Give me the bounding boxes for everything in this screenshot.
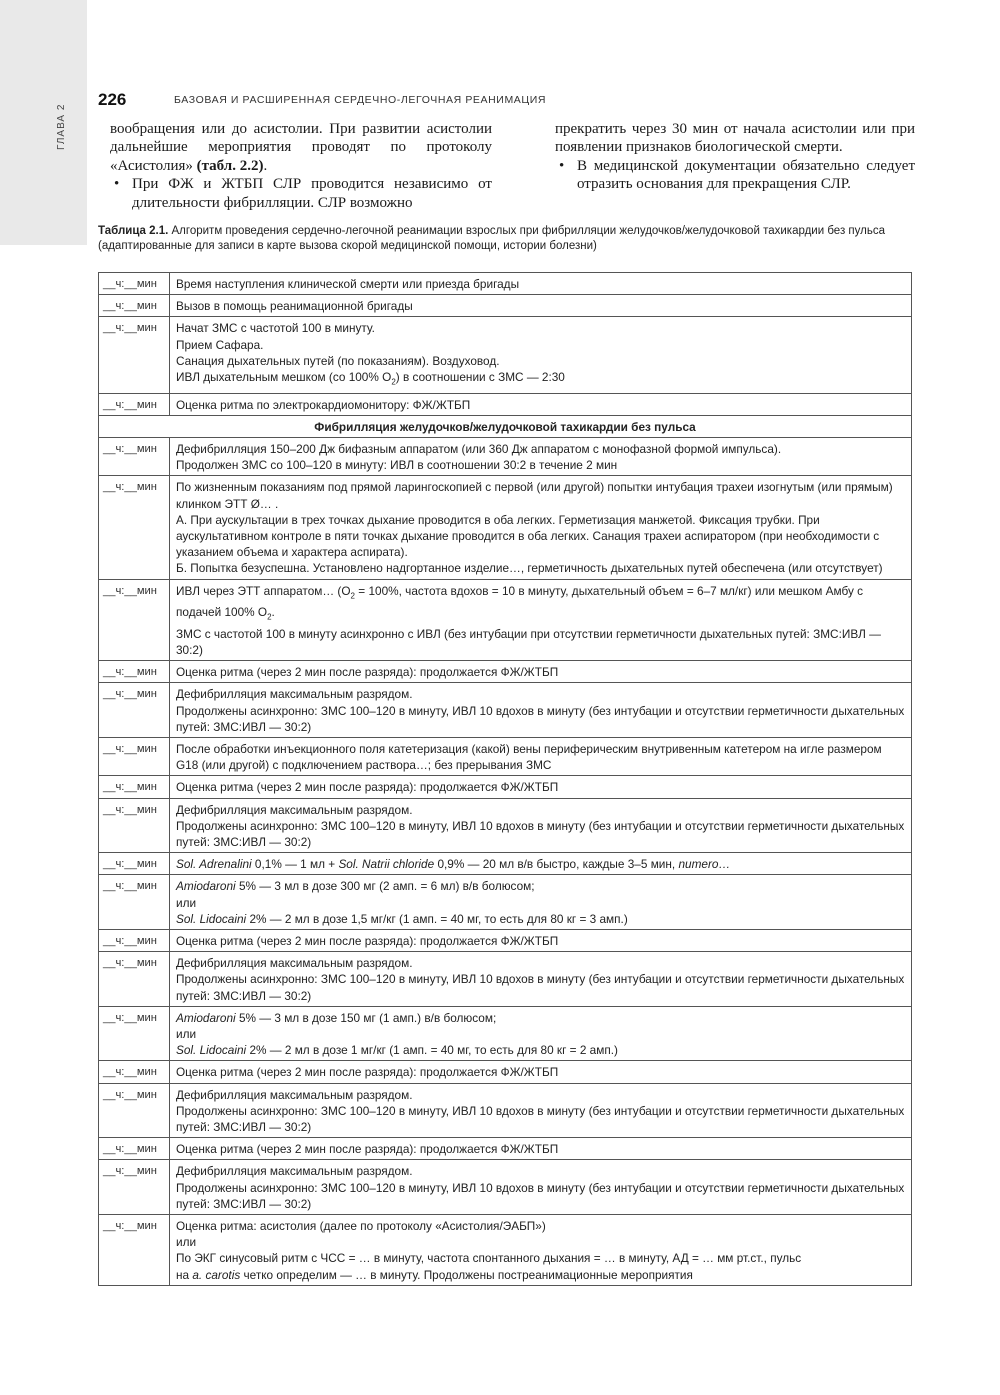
step-line: Продолжен ЗМС со 100–120 в минуту: ИВЛ в соотношении 30:2 в течение 2 мин bbox=[176, 458, 618, 473]
time-cell: __ч:__мин bbox=[99, 929, 170, 951]
time-cell: __ч:__мин bbox=[99, 317, 170, 393]
step-line bbox=[176, 1267, 905, 1283]
table-row bbox=[99, 317, 912, 393]
step-cell: Вызов в помощь реанимационной бригады bbox=[170, 295, 912, 317]
running-title: БАЗОВАЯ И РАСШИРЕННАЯ СЕРДЕЧНО-ЛЕГОЧНАЯ РЕАНИМАЦИЯ bbox=[174, 94, 547, 106]
step-cell: Время наступления клинической смерти или приезда бригады bbox=[170, 273, 912, 295]
step-text: ИВЛ дыхательным мешком (со 100% O bbox=[176, 370, 392, 385]
time-cell: __ч:__мин bbox=[99, 798, 170, 853]
time-cell: __ч:__мин bbox=[99, 683, 170, 738]
step-text: 5% — 3 мл в дозе 150 мг (1 амп.) в/в болюсом; bbox=[235, 1010, 497, 1025]
step-line: Продолжены асинхронно: ЗМС 100–120 в минуту, ИВЛ 10 вдохов в минуту (без интубации и отсутствии герметичности дыхательных путей: ЗМС:ИВЛ — 30:2) bbox=[176, 818, 905, 849]
time-cell: __ч:__мин bbox=[99, 661, 170, 683]
right-column bbox=[555, 120, 915, 194]
right-bullet: • В медицинской документации обязательно следует отразить основания для прекращения СЛР. bbox=[555, 157, 915, 194]
step-line: или bbox=[176, 895, 197, 910]
time-cell: __ч:__мин bbox=[99, 776, 170, 798]
table-row bbox=[99, 853, 912, 875]
step-cell: Оценка ритма (через 2 мин после разряда): продолжается ФЖ/ЖТБП bbox=[170, 1061, 912, 1083]
step-line: или bbox=[176, 1235, 197, 1250]
step-line: Дефибрилляция максимальным разрядом. bbox=[176, 687, 413, 702]
step-cell bbox=[170, 1083, 912, 1138]
table-row bbox=[99, 737, 912, 775]
time-cell: __ч:__мин bbox=[99, 1061, 170, 1083]
time-cell: __ч:__мин bbox=[99, 875, 170, 930]
step-line: Продолжены асинхронно: ЗМС 100–120 в минуту, ИВЛ 10 вдохов в минуту (без интубации и отсутствии герметичности дыхательных путей: ЗМС:ИВЛ — 30:2) bbox=[176, 703, 905, 734]
table-row bbox=[99, 437, 912, 475]
step-text: четко определим — … в минуту. Продолжены постреанимационные мероприятия bbox=[240, 1267, 693, 1282]
step-text: 0,9% — 20 мл в/в быстро, каждые 3–5 мин, bbox=[434, 857, 679, 872]
step-text: на bbox=[176, 1267, 193, 1282]
step-line: А. При аускультации в трех точках дыхание проводится в оба легких. Герметизация манжетой. Фиксация трубки. При аускультативном контроле в пяти точках дыхание проводится в оба легких. Санация трахеи аспиратором (при необходимости с указанием объема и характера аспирата). bbox=[176, 512, 880, 560]
time-cell: __ч:__мин bbox=[99, 952, 170, 1007]
step-line: Дефибрилляция максимальным разрядом. bbox=[176, 802, 413, 817]
step-text: 2% — 2 мл в дозе 1,5 мг/кг (1 амп. = 40 мг, то есть для 80 кг = 3 амп.) bbox=[246, 911, 628, 926]
step-cell bbox=[170, 437, 912, 475]
step-text: 5% — 3 мл в дозе 300 мг (2 амп. = 6 мл) в/в болюсом; bbox=[235, 879, 535, 894]
step-text: . bbox=[271, 605, 275, 620]
table-row bbox=[99, 952, 912, 1007]
section-heading: Фибрилляция желудочков/желудочковой тахикардии без пульса bbox=[99, 415, 912, 437]
step-cell bbox=[170, 1006, 912, 1061]
step-line: или bbox=[176, 1027, 197, 1041]
step-line: Санация дыхательных путей (по показаниям). Воздуховод. bbox=[176, 353, 500, 368]
step-line: Продолжены асинхронно: ЗМС 100–120 в минуту, ИВЛ 10 вдохов в минуту (без интубации и отсутствии герметичности дыхательных путей: ЗМС:ИВЛ — 30:2) bbox=[176, 1103, 905, 1135]
step-text: = 100%, частота вдохов = 10 в минуту, дыхательный объем = 6–7 мл/кг) или мешком Амбу с подачей 100% O bbox=[176, 583, 864, 620]
step-line: Продолжены асинхронно: ЗМС 100–120 в минуту, ИВЛ 10 вдохов в минуту (без интубации и отсутствии герметичности дыхательных путей: ЗМС:ИВЛ — 30:2) bbox=[176, 1180, 905, 1211]
step-cell bbox=[170, 1160, 912, 1215]
left-paragraph-text: вообращения или до асистолии. При развитии асистолии дальнейшие мероприятия проводят по протоколу «Асистолия» bbox=[110, 121, 492, 174]
step-cell bbox=[170, 1215, 912, 1286]
table-row bbox=[99, 661, 912, 683]
drug-name: Sol. Natrii chloride bbox=[338, 857, 435, 872]
step-text: numero… bbox=[678, 857, 731, 872]
step-line: Оценка ритма: асистолия (далее по протоколу «Асистолия/ЭАБП») bbox=[176, 1219, 546, 1234]
table-row bbox=[99, 683, 912, 738]
table-row bbox=[99, 875, 912, 930]
table-section-row bbox=[99, 415, 912, 437]
step-cell bbox=[170, 579, 912, 661]
drug-name: Amiodaroni bbox=[176, 1010, 236, 1025]
step-line: Начат ЗМС с частотой 100 в минуту. bbox=[176, 321, 375, 336]
time-cell: __ч:__мин bbox=[99, 853, 170, 875]
time-cell: __ч:__мин bbox=[99, 273, 170, 295]
step-text: 0,1% — 1 мл + bbox=[251, 857, 339, 872]
time-cell: __ч:__мин bbox=[99, 579, 170, 661]
left-column bbox=[110, 120, 492, 212]
table-row bbox=[99, 776, 912, 798]
drug-name: Sol. Lidocaini bbox=[176, 911, 247, 926]
time-cell: __ч:__мин bbox=[99, 393, 170, 415]
step-cell bbox=[170, 798, 912, 853]
table-row bbox=[99, 1083, 912, 1138]
table-row bbox=[99, 798, 912, 853]
right-paragraph: прекратить через 30 мин от начала асистолии или при появлении признаков биологической смерти. bbox=[555, 121, 915, 156]
step-line bbox=[176, 878, 905, 894]
chapter-side-band bbox=[0, 0, 87, 245]
time-cell: __ч:__мин bbox=[99, 1083, 170, 1138]
step-line bbox=[176, 369, 905, 391]
step-line: ЗМС с частотой 100 в минуту асинхронно с ИВЛ (без интубации при отсутствии герметичности дыхательных путей: ЗМС:ИВЛ — 30:2) bbox=[176, 626, 881, 657]
time-cell: __ч:__мин bbox=[99, 737, 170, 775]
step-text: 2% — 2 мл в дозе 1 мг/кг (1 амп. = 40 мг, то есть для 80 кг = 2 амп.) bbox=[246, 1043, 618, 1058]
step-cell bbox=[170, 683, 912, 738]
step-line: Дефибрилляция максимальным разрядом. bbox=[176, 1087, 413, 1102]
table-row bbox=[99, 273, 912, 295]
drug-name: Sol. Lidocaini bbox=[176, 1043, 247, 1058]
table-row bbox=[99, 1138, 912, 1160]
table-row bbox=[99, 929, 912, 951]
step-line bbox=[176, 1042, 905, 1058]
step-cell: Оценка ритма по электрокардиомонитору: ФЖ/ЖТБП bbox=[170, 393, 912, 415]
left-bullet: • При ФЖ и ЖТБП СЛР проводится независимо от длительности фибрилляции. СЛР возможно bbox=[110, 175, 492, 212]
step-text: ) в соотношении с ЗМС — 2:30 bbox=[395, 370, 565, 385]
algorithm-table bbox=[98, 272, 912, 1286]
page-header bbox=[98, 90, 918, 112]
table-row bbox=[99, 1061, 912, 1083]
table-row bbox=[99, 295, 912, 317]
step-line bbox=[176, 911, 905, 927]
step-cell bbox=[170, 952, 912, 1007]
artery-name: a. carotis bbox=[192, 1267, 241, 1282]
drug-name: Sol. Adrenalini bbox=[176, 857, 252, 872]
left-paragraph bbox=[110, 120, 492, 175]
step-cell: Оценка ритма (через 2 мин после разряда): продолжается ФЖ/ЖТБП bbox=[170, 1138, 912, 1160]
step-line: По ЭКГ синусовый ритм с ЧСС = … в минуту, частота спонтанного дыхания = … в минуту, АД = … мм рт.ст., пульс bbox=[176, 1251, 802, 1266]
step-cell bbox=[170, 317, 912, 393]
left-paragraph-end: . bbox=[263, 157, 268, 174]
step-cell: Оценка ритма (через 2 мин после разряда): продолжается ФЖ/ЖТБП bbox=[170, 929, 912, 951]
table-row bbox=[99, 1160, 912, 1215]
chapter-label: ГЛАВА 2 bbox=[56, 103, 67, 150]
step-cell bbox=[170, 853, 912, 875]
step-line: Б. Попытка безуспешна. Установлено надгортанное изделие…, герметичность дыхательных путей обеспечена (или отсутствует) bbox=[176, 561, 883, 576]
time-cell: __ч:__мин bbox=[99, 1006, 170, 1061]
step-cell bbox=[170, 875, 912, 930]
step-cell: Оценка ритма (через 2 мин после разряда): продолжается ФЖ/ЖТБП bbox=[170, 776, 912, 798]
step-cell: Оценка ритма (через 2 мин после разряда): продолжается ФЖ/ЖТБП bbox=[170, 661, 912, 683]
time-cell: __ч:__мин bbox=[99, 295, 170, 317]
subscript: 2 bbox=[350, 590, 355, 600]
step-cell: После обработки инъекционного поля катетеризация (какой) вены периферическим внутривенным катетером на игле размером G18 (или другой) с подключением раствора…; без прерывания ЗМС bbox=[170, 737, 912, 775]
step-line bbox=[176, 1010, 905, 1026]
time-cell: __ч:__мин bbox=[99, 1160, 170, 1215]
step-text: ИВЛ через ЭТТ аппаратом… (O bbox=[176, 583, 351, 598]
table-row bbox=[99, 393, 912, 415]
subscript: 2 bbox=[391, 377, 396, 387]
step-line: Прием Сафара. bbox=[176, 337, 264, 352]
table-caption bbox=[98, 224, 913, 254]
drug-name: Amiodaroni bbox=[176, 879, 236, 894]
caption-label: Таблица 2.1. bbox=[98, 225, 169, 237]
table-reference: (табл. 2.2) bbox=[196, 157, 264, 174]
time-cell: __ч:__мин bbox=[99, 1138, 170, 1160]
table-row bbox=[99, 1215, 912, 1286]
step-cell bbox=[170, 476, 912, 579]
table-row bbox=[99, 579, 912, 661]
step-line: Дефибрилляция максимальным разрядом. bbox=[176, 1164, 413, 1179]
step-line: Продолжены асинхронно: ЗМС 100–120 в минуту, ИВЛ 10 вдохов в минуту (без интубации и отсутствии герметичности дыхательных путей: ЗМС:ИВЛ — 30:2) bbox=[176, 972, 905, 1003]
step-line bbox=[176, 583, 905, 626]
time-cell: __ч:__мин bbox=[99, 476, 170, 579]
table-row bbox=[99, 1006, 912, 1061]
table-row bbox=[99, 476, 912, 579]
step-line: Дефибрилляция 150–200 Дж бифазным аппаратом (или 360 Дж аппаратом с монофазной формой импульса). bbox=[176, 441, 782, 456]
time-cell: __ч:__мин bbox=[99, 437, 170, 475]
time-cell: __ч:__мин bbox=[99, 1215, 170, 1286]
step-line: Дефибрилляция максимальным разрядом. bbox=[176, 956, 413, 971]
caption-text: Алгоритм проведения сердечно-легочной реанимации взрослых при фибрилляции желудочков/желудочковой тахикардии без пульса (адаптированные для записи в карте вызова скорой медицинской помощи, истории болезни) bbox=[98, 225, 885, 252]
step-line: По жизненным показаниям под прямой ларингоскопией с первой (или другой) попытки интубация трахеи изогнутым (или прямым) клинком ЭТТ Ø… . bbox=[176, 480, 893, 511]
page-number: 226 bbox=[98, 90, 127, 109]
subscript: 2 bbox=[267, 612, 272, 622]
